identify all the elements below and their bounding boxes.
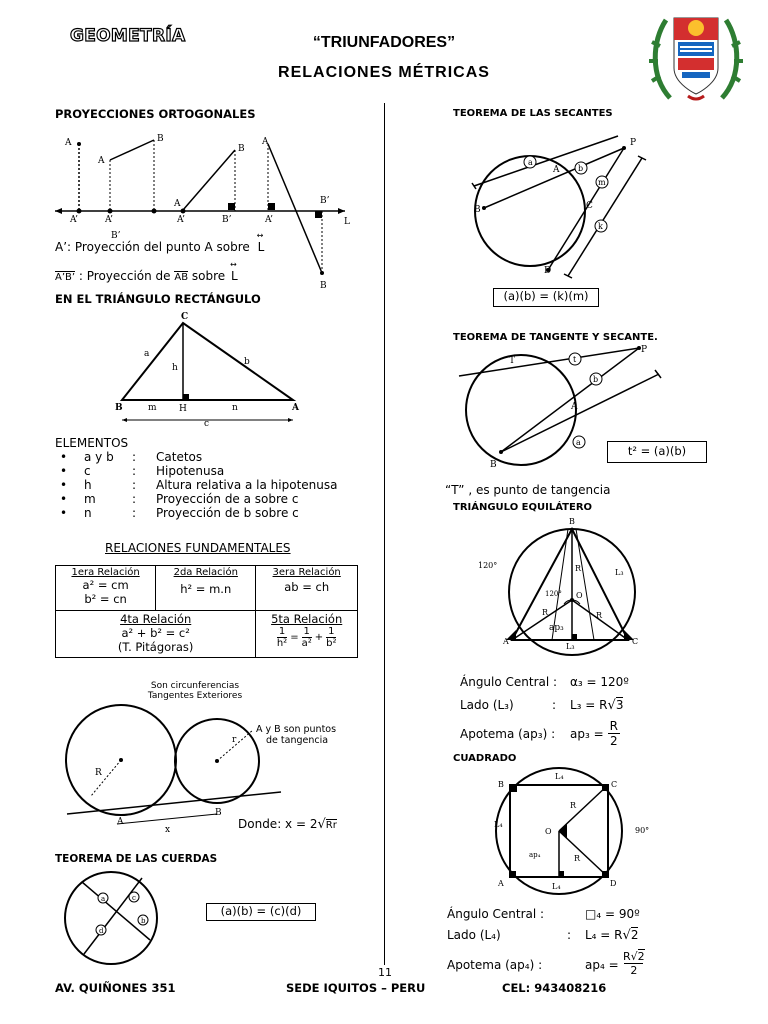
label-b3: B (238, 144, 245, 154)
line-l-letter-2: L (231, 269, 238, 283)
svg-text:b: b (141, 917, 146, 925)
svg-text:T: T (509, 356, 516, 366)
page-subtitle: RELACIONES MÉTRICAS (278, 64, 490, 81)
svg-text:ap₄: ap₄ (529, 851, 541, 859)
heading-cuadrado: CUADRADO (453, 753, 517, 764)
heading-cuerdas: TEOREMA DE LAS CUERDAS (55, 853, 218, 865)
svg-text:B: B (474, 205, 481, 215)
svg-text:L₃: L₃ (566, 642, 575, 651)
label-a4: A (262, 137, 269, 147)
line-l-symbol-2: ↔ L (230, 260, 238, 283)
label-a2: A (98, 156, 105, 166)
svg-text:A: A (553, 165, 560, 175)
r4-head: 4ta Relación (120, 612, 192, 626)
fund-relations-title: RELACIONES FUNDAMENTALES (105, 541, 291, 555)
svg-text:A: A (571, 402, 578, 412)
svg-text:a: a (144, 349, 150, 359)
svg-text:k: k (598, 222, 603, 231)
sq-side-colon: : (567, 928, 572, 942)
svg-text:C: C (181, 312, 189, 322)
proj-point-text (55, 231, 265, 254)
svg-text:b: b (244, 357, 250, 367)
svg-text:n: n (232, 403, 238, 413)
sq-apothem-label: Apotema (ap₄) : (447, 958, 543, 972)
label-a3: A (174, 199, 181, 209)
page-title: “TRIUNFADORES” (312, 34, 456, 51)
eq-central-value: α₃ = 120º (570, 675, 629, 689)
eq-apothem-value: ap₃ = (570, 727, 604, 741)
heading-secantes: TEOREMA DE LAS SECANTES (453, 108, 613, 119)
label-a1: A (65, 138, 72, 148)
eq-side-colon: : (552, 698, 557, 712)
tangent-title-2: Tangentes Exteriores (147, 691, 243, 701)
svg-text:D: D (610, 879, 617, 888)
equilateral-diagram (470, 512, 670, 658)
svg-text:B: B (115, 403, 123, 413)
r3-head: 3era Relación (272, 567, 341, 578)
chords-formula: (a)(b) = (c)(d) (206, 903, 316, 921)
svg-text:O: O (545, 827, 552, 836)
svg-text:C: C (586, 201, 593, 211)
sq-side-label: Lado (L₄) (447, 928, 501, 942)
label-bp3: B’ (222, 215, 232, 225)
r3-formula: ab = ch (284, 580, 330, 594)
svg-text:A: A (498, 879, 504, 888)
eq-side-value: L₃ = R√3 (570, 698, 624, 713)
svg-text:b: b (593, 375, 599, 384)
sq-apothem-value: ap₄ = (585, 958, 619, 972)
svg-text:b: b (578, 164, 584, 173)
subject-title: GEOMETRÍA (70, 26, 186, 46)
svg-text:C: C (611, 780, 618, 789)
label-b4: B (320, 281, 327, 291)
heading-proyecciones: PROYECCIONES ORTOGONALES (55, 107, 256, 121)
elements-list (60, 450, 380, 520)
svg-text:c: c (132, 894, 136, 902)
secants-formula: (a)(b) = (k)(m) (493, 288, 599, 307)
r1-a: a² = cm (82, 578, 129, 592)
svg-text:B: B (215, 808, 222, 818)
square-diagram (470, 765, 670, 895)
svg-text:a: a (101, 895, 106, 903)
list-item: • m : Proyección de a sobre c (60, 492, 299, 506)
chords-diagram (62, 870, 172, 970)
r1-b: b² = cn (84, 592, 127, 606)
svg-text:P: P (630, 138, 637, 148)
svg-text:x: x (165, 825, 171, 835)
svg-text:120°: 120° (545, 590, 562, 598)
svg-text:B: B (490, 460, 497, 470)
list-item: • c : Hipotenusa (60, 464, 225, 478)
tangent-note-1: A y B son puntos (256, 724, 337, 735)
sq-central-value: □₄ = 90º (585, 907, 640, 921)
label-b2: B (157, 134, 164, 144)
svg-text:O: O (576, 591, 583, 600)
tangent-formula-text: Donde: x = 2 (238, 817, 318, 831)
heading-triangulo: EN EL TRIÁNGULO RECTÁNGULO (55, 292, 261, 306)
label-ap2: A’ (105, 215, 114, 225)
list-item: • n : Proyección de b sobre c (60, 506, 299, 520)
footer-site: SEDE IQUITOS – PERU (286, 981, 426, 995)
tangency-note: “T” , es punto de tangencia (445, 483, 611, 497)
tangent-title (120, 681, 270, 701)
svg-text:R: R (95, 768, 102, 778)
svg-text:A: A (117, 817, 124, 827)
label-ap1: A’ (70, 215, 79, 225)
svg-text:c: c (204, 419, 210, 429)
line-l-letter: L (257, 240, 265, 254)
svg-text:A: A (503, 637, 509, 646)
svg-text:P: P (641, 345, 648, 355)
svg-text:R: R (575, 564, 582, 573)
column-divider (384, 103, 385, 965)
proj-segment-label: : Proyección de (78, 269, 171, 283)
label-l: L (344, 217, 350, 227)
page-number: 11 (378, 966, 392, 979)
list-item: • h : Altura relativa a la hipotenusa (60, 478, 338, 492)
svg-text:120°: 120° (478, 561, 498, 570)
r1-head: 1era Relación (71, 567, 140, 578)
r5-head: 5ta Relación (271, 612, 343, 626)
eq-apothem-label: Apotema (ap₃) : (460, 727, 556, 741)
footer-phone: CEL: 943408216 (502, 981, 607, 995)
svg-text:a: a (528, 158, 533, 167)
relations-table (55, 565, 358, 658)
tangent-secant-formula: t² = (a)(b) (607, 441, 707, 463)
svg-text:H: H (179, 404, 187, 414)
svg-text:R: R (596, 611, 603, 620)
r2-formula: h² = m.n (180, 582, 232, 596)
r5-formula: $\frac{1}{\text{h²}}$ = $\frac{1}{\text{a²}}$ + $\frac{1}{\text{b²}}$ (276, 626, 337, 649)
svg-text:R: R (570, 801, 577, 810)
eq-central-row: Ángulo Central : (460, 675, 558, 689)
eq-apothem-fraction: R 2 (609, 719, 618, 748)
proj-segment-text (55, 260, 238, 283)
secants-diagram (466, 128, 676, 283)
proj-sobre-label: sobre (191, 269, 226, 283)
svg-text:m: m (148, 403, 157, 413)
footer-address: AV. QUIÑONES 351 (55, 981, 176, 995)
tangent-note (256, 724, 336, 746)
svg-text:R: R (574, 854, 581, 863)
segment-apbp: A’B’ (55, 272, 76, 283)
svg-text:R: R (542, 608, 549, 617)
label-bp2: B’ (111, 231, 121, 241)
svg-text:r: r (232, 735, 237, 745)
svg-text:m: m (598, 178, 606, 187)
tangent-note-2: de tangencia (266, 735, 329, 746)
label-ap4: A’ (265, 215, 274, 225)
svg-text:L₄: L₄ (494, 820, 503, 829)
svg-text:L₄: L₄ (555, 772, 564, 781)
svg-text:a: a (576, 438, 581, 447)
eq-side-label: Lado (L₃) (460, 698, 514, 712)
heading-tangente-secante: TEOREMA DE TANGENTE Y SECANTE. (453, 332, 658, 343)
sq-central-label: Ángulo Central : (447, 907, 545, 921)
tangent-title-1: Son circunferencias (150, 681, 240, 691)
svg-text:90°: 90° (635, 826, 650, 835)
label-bp4: B’ (320, 196, 330, 206)
svg-text:B: B (569, 517, 575, 526)
right-triangle-diagram (110, 308, 310, 430)
r4-b: (T. Pitágoras) (117, 640, 194, 654)
svg-text:d: d (99, 927, 104, 935)
svg-text:h: h (172, 363, 178, 373)
sq-side-value: L₄ = R√2 (585, 928, 639, 943)
elements-title: ELEMENTOS (55, 436, 129, 450)
heading-equilatero: TRIÁNGULO EQUILÁTERO (453, 502, 593, 513)
segment-ab: AB (174, 272, 189, 283)
svg-text:ap₃: ap₃ (549, 623, 564, 633)
tangent-formula: Donde: x = 2√Rr (238, 817, 337, 832)
svg-text:t: t (573, 355, 577, 364)
projection-diagram (50, 130, 370, 292)
svg-text:D: D (544, 266, 552, 276)
proj-point-label: A’: Proyección del punto A sobre (55, 240, 250, 254)
line-l-symbol: ↔ L (256, 231, 265, 254)
svg-text:L₄: L₄ (552, 882, 561, 891)
svg-text:A: A (292, 403, 299, 413)
r4-a: a² + b² = c² (121, 626, 190, 640)
label-ap3: A’ (177, 215, 186, 225)
r2-head: 2da Relación (173, 567, 238, 578)
list-item: • a y b : Catetos (60, 450, 203, 464)
svg-text:L₃: L₃ (615, 568, 624, 577)
svg-text:C: C (632, 637, 639, 646)
svg-text:B: B (498, 780, 504, 789)
school-emblem-logo (648, 6, 744, 104)
tangent-formula-rad: Rr (325, 820, 337, 831)
sq-apothem-fraction: R√2 2 (623, 950, 645, 977)
